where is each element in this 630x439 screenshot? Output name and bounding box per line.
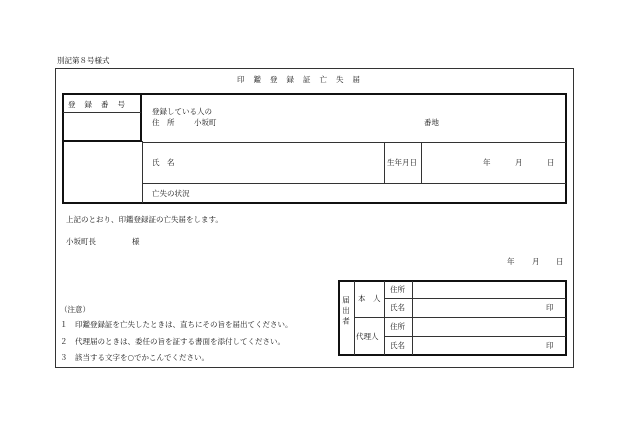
applicant-row-1 (384, 298, 566, 299)
birth-divider-right (421, 143, 422, 183)
proxy-label: 代理人 (356, 332, 379, 341)
row-divider-loss (142, 183, 566, 184)
birth-day: 日 (547, 158, 555, 167)
address-label-2: 住 所 (152, 118, 175, 127)
form-title: 印鑑登録証亡失届 (237, 75, 369, 84)
birth-year: 年 (483, 158, 491, 167)
date-year: 年 (507, 257, 515, 266)
address-label-1: 登録している人の (152, 107, 212, 116)
reg-number-label: 登録番号 (68, 100, 134, 109)
date-month: 月 (532, 257, 540, 266)
date-day: 日 (556, 257, 564, 266)
note-item: ２ 代理届のときは、委任の旨を証する書面を添付してください。 (60, 337, 285, 346)
self-seal: 印 (546, 303, 554, 312)
applicant-row-3 (384, 336, 566, 337)
form-id: 別記第８号様式 (57, 56, 110, 65)
proxy-address-label: 住所 (390, 322, 405, 331)
loss-label: 亡失の状況 (152, 189, 190, 198)
proxy-address-field[interactable] (414, 319, 564, 334)
birth-label: 生年月日 (387, 158, 417, 167)
applicant-col-3 (412, 281, 413, 355)
birth-divider-left (384, 143, 385, 183)
applicant-label: 届出者 (341, 296, 351, 328)
self-address-field[interactable] (414, 282, 564, 297)
self-name-field[interactable] (414, 300, 542, 315)
note-item: １ 印鑑登録証を亡失したときは、直ちにその旨を届出てください。 (60, 320, 293, 329)
proxy-seal: 印 (546, 341, 554, 350)
proxy-name-field[interactable] (414, 338, 542, 353)
address-town: 小坂町 (194, 118, 217, 127)
addressee-honorific: 様 (132, 237, 140, 246)
applicant-row-2 (355, 317, 566, 318)
note-item: ３ 該当する文字を○でかこんでください。 (60, 353, 210, 362)
self-address-label: 住所 (390, 285, 405, 294)
statement: 上記のとおり、印鑑登録証の亡失届をします。 (66, 215, 223, 224)
reg-number-field[interactable] (64, 113, 140, 140)
applicant-col-1 (354, 281, 355, 355)
self-label: 本 人 (358, 294, 381, 303)
address-banchi: 番地 (424, 118, 439, 127)
left-column-line (142, 141, 143, 203)
birth-month: 月 (515, 158, 523, 167)
proxy-name-label: 氏名 (390, 341, 405, 350)
notes-heading: （注意） (60, 305, 90, 314)
applicant-col-2 (384, 281, 385, 355)
addressee-name: 小坂町長 (66, 237, 96, 246)
self-name-label: 氏名 (390, 303, 405, 312)
row-divider-name (142, 142, 566, 143)
name-label: 氏 名 (152, 158, 175, 167)
